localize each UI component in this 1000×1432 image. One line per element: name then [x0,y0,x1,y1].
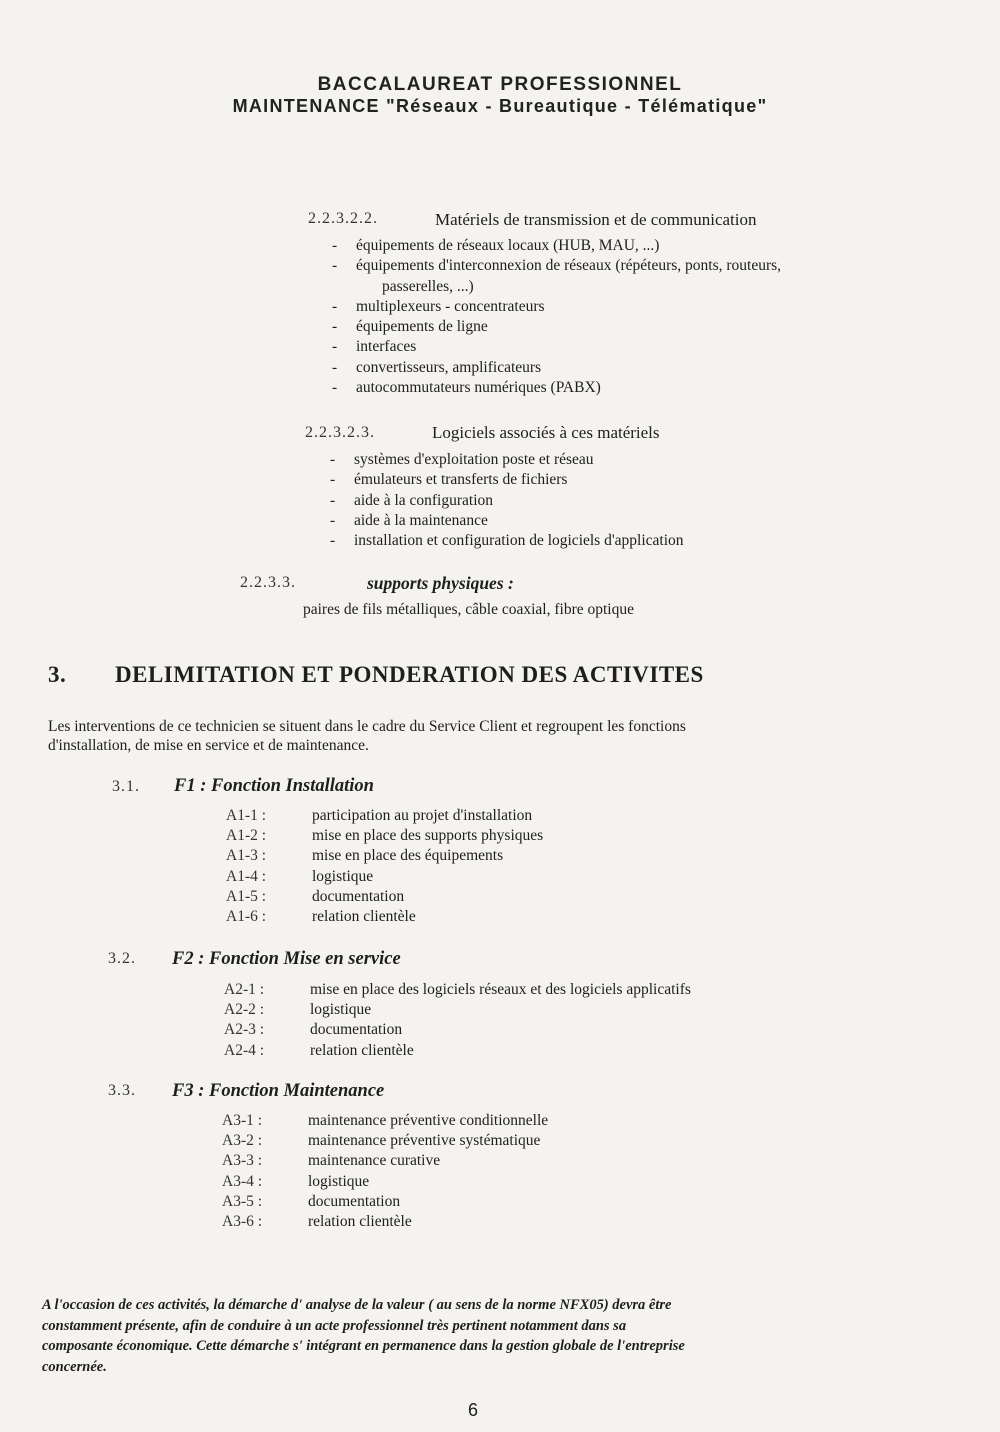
paragraph-line: concernée. [42,1358,107,1375]
section-number: 2.2.3.2.3. [305,424,375,441]
section-number: 3.2. [108,950,136,967]
chapter-number: 3. [48,662,67,687]
section-number: 3.1. [112,778,140,795]
activity-row: A2-3 : documentation [224,1021,403,1039]
paragraph-line: d'installation, de mise en service et de maintenance. [48,737,369,754]
activity-row: A1-2 : mise en place des supports physiques [226,827,544,845]
activity-row: A1-4 : logistique [226,867,374,885]
paragraph-line: A l'occasion de ces activités, la démarche d' analyse de la valeur ( au sens de la norme NFX05) devra être [42,1297,672,1313]
list-item: - émulateurs et transferts de fichiers [330,471,568,489]
activity-row: A2-1 : mise en place des logiciels réseaux et des logiciels applicatifs [224,981,691,998]
conclusion-paragraph [42,1295,962,1377]
list-item: - équipements de ligne [332,318,488,336]
activity-row: A1-6 : relation clientèle [226,908,416,926]
list-item: - systèmes d'exploitation poste et réseau [330,451,594,468]
page-number: 6 [468,1400,479,1420]
bullet-list [332,236,781,398]
bullet-list [330,450,684,551]
list-item: - équipements de réseaux locaux (HUB, MAU, ...) [332,237,660,254]
paragraph-line: constamment présente, afin de conduire à un acte professionnel très pertinent notamment dans sa [42,1317,627,1334]
chapter-title: DELIMITATION ET PONDERATION DES ACTIVITES [115,662,704,687]
list-item: - aide à la maintenance [330,511,488,529]
document-title: BACCALAUREAT PROFESSIONNEL [317,74,683,95]
activity-row: A1-5 : documentation [226,887,405,905]
activity-row: A1-3 : mise en place des équipements [226,847,504,865]
section-text: paires de fils métalliques, câble coaxial, fibre optique [303,601,634,618]
activity-row: A3-4 : logistique [222,1172,370,1190]
activity-list [222,1111,548,1232]
activity-list [226,806,543,927]
activity-row: A3-1 : maintenance préventive conditionnelle [222,1112,549,1129]
activity-row: A3-2 : maintenance préventive systématique [222,1132,541,1150]
section-number: 3.3. [108,1082,136,1099]
list-item: - convertisseurs, amplificateurs [332,358,542,376]
section-title: Logiciels associés à ces matériels [432,423,660,442]
activity-list [224,980,691,1061]
list-item: - équipements d'interconnexion de réseaux (répéteurs, ponts, routeurs, [332,257,782,275]
list-item: - autocommutateurs numériques (PABX) [332,379,601,397]
activity-row: A2-4 : relation clientèle [224,1041,414,1059]
list-item: - interfaces [332,338,417,356]
section-number: 2.2.3.3. [240,574,296,591]
section-title: F3 : Fonction Maintenance [172,1081,385,1101]
list-item: - multiplexeurs - concentrateurs [332,297,545,315]
activity-row: A3-5 : documentation [222,1192,401,1210]
section-title: F1 : Fonction Installation [174,776,374,796]
activity-row: A2-2 : logistique [224,1001,372,1019]
section-title: supports physiques : [367,573,514,593]
activity-row: A3-3 : maintenance curative [222,1152,441,1170]
paragraph-line: composante économique. Cette démarche s' intégrant en permanence dans la gestion globale de l'entreprise [42,1338,685,1354]
list-item-continuation: passerelles, ...) [382,277,474,295]
section-number: 2.2.3.2.2. [308,210,378,227]
list-item: - installation et configuration de logiciels d'application [330,532,684,550]
section-title: F2 : Fonction Mise en service [172,949,401,969]
document-subtitle: MAINTENANCE "Réseaux - Bureautique - Télématique" [232,96,768,116]
activity-row: A3-6 : relation clientèle [222,1213,412,1231]
list-item: - aide à la configuration [330,491,494,509]
section-title: Matériels de transmission et de communication [435,210,757,229]
activity-row: A1-1 : participation au projet d'installation [226,807,533,824]
paragraph-line: Les interventions de ce technicien se situent dans le cadre du Service Client et regroupent les fonctions [48,718,686,735]
